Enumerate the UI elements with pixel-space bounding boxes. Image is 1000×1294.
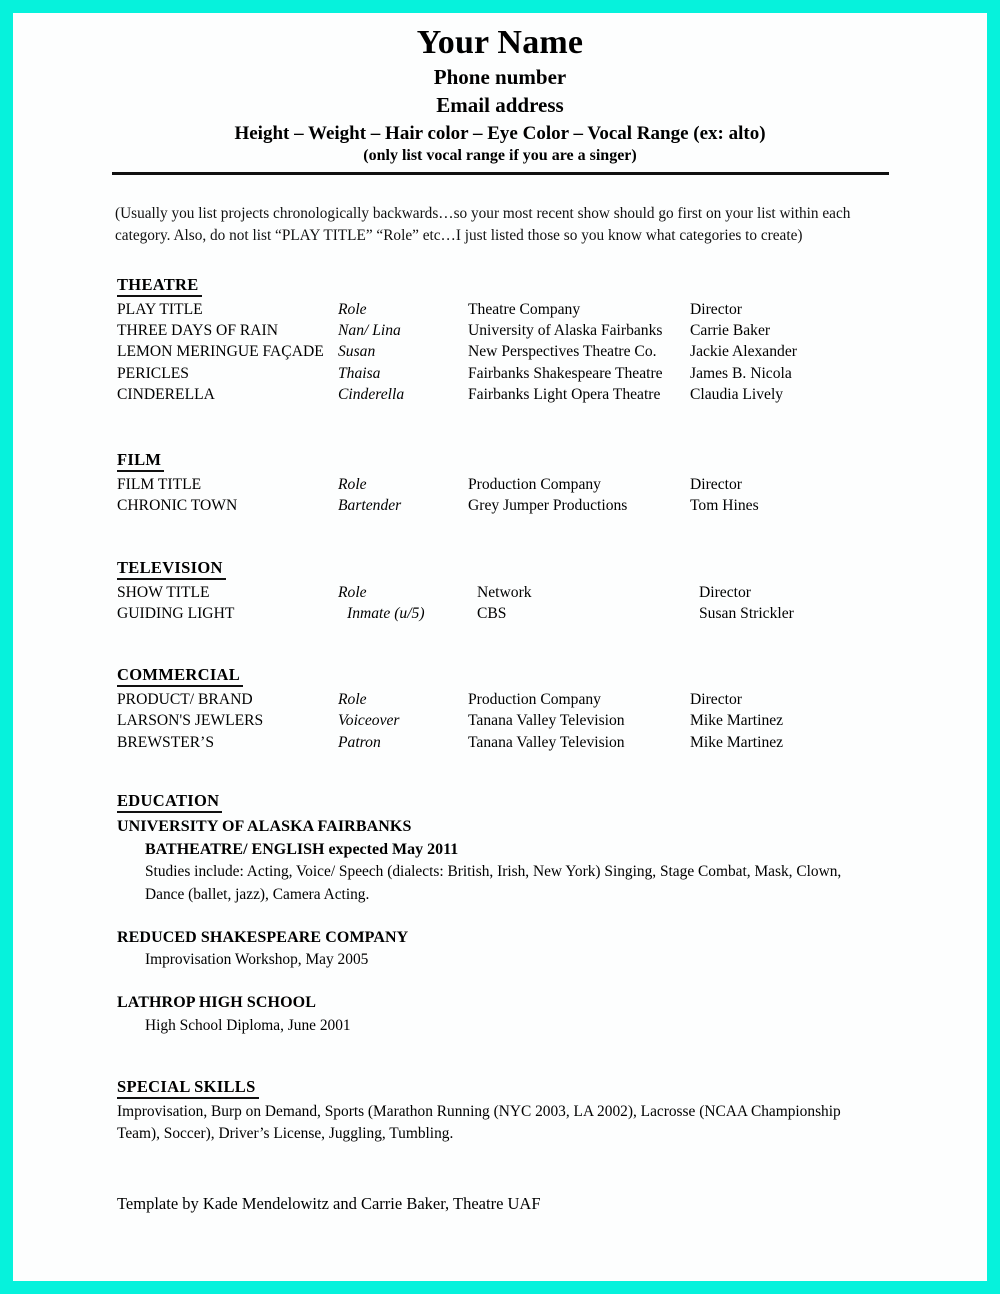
table-row [117,321,890,342]
table-row [117,300,890,321]
table-row [117,342,890,363]
credit-company: Tanana Valley Television [468,733,625,751]
section-education [117,791,987,1037]
credit-company: Tanana Valley Television [468,712,625,730]
education-detail: Improvisation Workshop, May 2005 [145,951,369,969]
credit-role: Patron [338,733,381,751]
education-school: LATHROP HIGH SCHOOL [117,994,316,1012]
commercial-credits-body [117,690,890,754]
credit-director: Susan Strickler [699,604,794,622]
credit-director: Mike Martinez [690,733,784,751]
television-credits-body [117,583,899,626]
education-detail: High School Diploma, June 2001 [145,1016,351,1034]
table-row [117,496,890,517]
phone-number: Phone number [433,65,567,90]
credit-company: Fairbanks Light Opera Theatre [468,385,661,403]
resume-page [13,13,987,1281]
credit-director: Jackie Alexander [690,343,797,361]
credit-title: PRODUCT/ BRAND [117,691,253,709]
credit-title: THREE DAYS OF RAIN [117,321,279,339]
education-detail: Studies include: Acting, Voice/ Speech (dialects: British, Irish, New York) Singing, Stage Combat, Mask, Clown, Dance (ballet, jazz), Camera Acting. [145,863,842,903]
education-school: REDUCED SHAKESPEARE COMPANY [117,928,409,946]
credit-title: BREWSTER’S [117,733,215,751]
credit-role: Voiceover [338,712,400,730]
credit-director: Tom Hines [690,497,759,515]
commercial-credits-table [117,690,890,754]
education-entry [117,815,987,906]
credit-director: Director [690,691,742,709]
credit-role: Role [338,691,367,709]
table-row [117,475,890,496]
film-credits-table [117,475,890,518]
section-title-television: TELEVISION [117,558,226,580]
credit-director: Director [699,583,751,601]
credit-company: Fairbanks Shakespeare Theatre [468,364,663,382]
section-theatre [117,275,987,406]
email-address: Email address [436,93,564,118]
table-row [117,711,890,732]
table-row [117,604,899,625]
intro-instructions: (Usually you list projects chronologically backwards…so your most recent show should go first on your list within each category. Also, do not list “PLAY TITLE” “Role” etc…I just listed those so you know what categories to create) [115,205,851,244]
credit-role: Thaisa [338,364,381,382]
physical-attributes: Height – Weight – Hair color – Eye Color – Vocal Range (ex: alto) [234,122,766,144]
table-row [117,690,890,711]
section-television [117,558,987,626]
header-divider [112,172,889,175]
credit-title: LEMON MERINGUE FAÇADE [117,343,324,361]
credit-title: CINDERELLA [117,385,215,403]
education-entry [117,991,987,1037]
theatre-credits-body [117,300,890,406]
credit-title: FILM TITLE [117,476,202,494]
credit-title: LARSON'S JEWLERS [117,712,264,730]
table-row [117,385,890,406]
credit-title: SHOW TITLE [117,583,210,601]
special-skills-text: Improvisation, Burp on Demand, Sports (Marathon Running (NYC 2003, LA 2002), Lacrosse (NCAA Championship Team), Soccer), Driver’s License, Juggling, Tumbling. [117,1102,841,1143]
credit-director: Claudia Lively [690,385,784,403]
credit-company: New Perspectives Theatre Co. [468,343,657,361]
table-row [117,364,890,385]
section-special-skills [117,1077,987,1215]
credit-role: Nan/ Lina [338,321,401,339]
section-title-theatre: THEATRE [117,275,202,297]
television-credits-table [117,583,899,626]
section-commercial [117,665,987,754]
template-credit: Template by Kade Mendelowitz and Carrie Baker, Theatre UAF [117,1193,541,1213]
section-title-commercial: COMMERCIAL [117,665,243,687]
resume-body [13,203,987,1214]
vocal-range-note: (only list vocal range if you are a singer) [363,147,637,165]
resume-header [13,13,987,167]
section-film [117,450,987,518]
credit-title: PLAY TITLE [117,300,203,318]
credit-director: Director [690,476,742,494]
credit-role: Cinderella [338,385,405,403]
credit-company: Network [477,583,532,601]
credit-company: Theatre Company [468,300,581,318]
table-row [117,583,899,604]
film-credits-body [117,475,890,518]
credit-role: Role [338,583,367,601]
credit-title: CHRONIC TOWN [117,497,238,515]
credit-company: CBS [477,604,507,622]
section-title-film: FILM [117,450,164,472]
credit-role: Role [338,476,367,494]
credit-company: Production Company [468,691,601,709]
theatre-credits-table [117,300,890,406]
credit-director: James B. Nicola [690,364,792,382]
credit-director: Mike Martinez [690,712,784,730]
education-school: UNIVERSITY OF ALASKA FAIRBANKS [117,817,412,835]
credit-company: Production Company [468,476,601,494]
credit-role: Bartender [338,497,402,515]
credit-company: Grey Jumper Productions [468,497,628,515]
credit-role: Susan [338,343,376,361]
section-title-education: EDUCATION [117,791,222,813]
credit-director: Carrie Baker [690,321,771,339]
credit-director: Director [690,300,742,318]
credit-title: GUIDING LIGHT [117,604,235,622]
applicant-name: Your Name [416,24,584,61]
education-entry [117,926,987,972]
resume-page-inner [13,13,987,1281]
credit-company: University of Alaska Fairbanks [468,321,663,339]
credit-role: Role [338,300,367,318]
section-title-special-skills: SPECIAL SKILLS [117,1077,259,1099]
credit-title: PERICLES [117,364,189,382]
table-row [117,733,890,754]
credit-role: Inmate (u/5) [347,604,425,622]
education-degree: BATHEATRE/ ENGLISH expected May 2011 [145,841,459,859]
